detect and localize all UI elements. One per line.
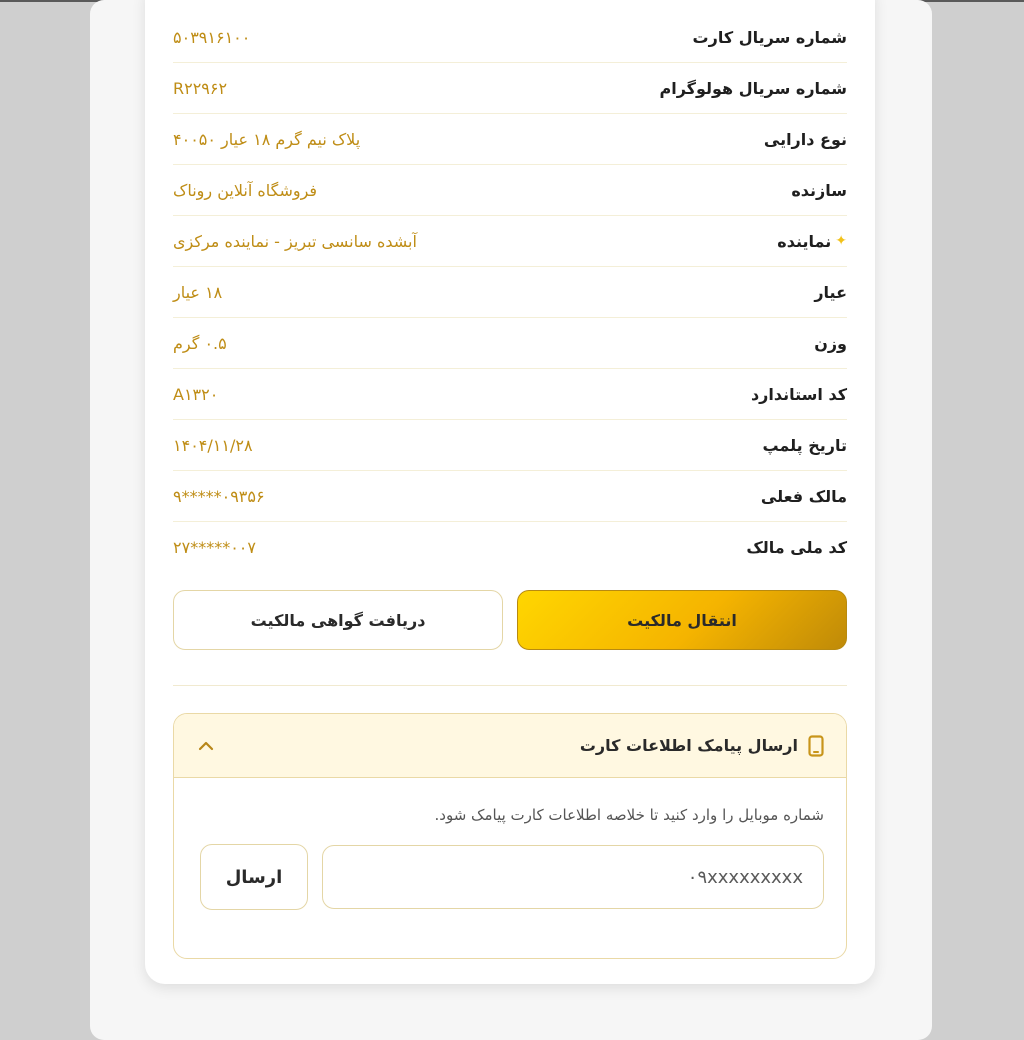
detail-row-representative (173, 216, 847, 267)
detail-label: نوع دارایی (763, 129, 847, 149)
detail-label: سازنده (791, 180, 847, 200)
detail-row-owner-national-id (173, 522, 847, 572)
divider (173, 685, 847, 686)
detail-row-standard-code (173, 369, 847, 420)
action-buttons (173, 590, 847, 652)
detail-row-card-serial (173, 12, 847, 63)
detail-value: R۲۲۹۶۲ (173, 78, 228, 98)
detail-label: شماره سریال کارت (692, 27, 847, 47)
sms-panel (173, 713, 847, 959)
detail-value: ۵۰۳۹۱۶۱۰۰ (173, 27, 251, 47)
sms-panel-header[interactable] (174, 714, 846, 778)
detail-row-weight (173, 318, 847, 369)
detail-label: مالک فعلی (760, 486, 847, 506)
detail-value: A۱۳۲۰ (173, 384, 219, 404)
detail-value: فروشگاه آنلاین روناک (173, 180, 318, 200)
detail-label: وزن (814, 333, 847, 353)
detail-label: عیار (814, 282, 847, 302)
detail-label (777, 232, 847, 251)
detail-label-text: نماینده (777, 231, 832, 251)
detail-value: ۰.۵ گرم (173, 333, 227, 353)
transfer-ownership-button[interactable]: انتقال مالکیت (517, 590, 847, 650)
detail-row-current-owner (173, 471, 847, 522)
detail-value: ۰۹۳۵۶*****۹ (173, 486, 265, 506)
detail-label: شماره سریال هولوگرام (659, 78, 847, 98)
detail-label: تاریخ پلمپ (762, 435, 847, 455)
detail-value: پلاک نیم گرم ۱۸ عیار ۴۰۰۵۰ (173, 129, 361, 149)
chevron-up-icon[interactable] (196, 736, 216, 756)
detail-value: ۱۸ عیار (173, 282, 223, 302)
detail-row-manufacturer (173, 165, 847, 216)
detail-value: آبشده سانسی تبریز - نماینده مرکزی (173, 231, 417, 251)
detail-row-karat (173, 267, 847, 318)
details-list (173, 12, 847, 572)
detail-value: ۱۴۰۴/۱۱/۲۸ (173, 435, 253, 455)
detail-row-seal-date (173, 420, 847, 471)
card-details-panel (145, 0, 875, 984)
detail-row-hologram-serial (173, 63, 847, 114)
mobile-number-input[interactable] (322, 845, 824, 909)
detail-label: کد استاندارد (750, 384, 847, 404)
detail-label: کد ملی مالک (746, 537, 847, 557)
sms-panel-title (580, 735, 824, 757)
get-certificate-button[interactable]: دریافت گواهی مالکیت (173, 590, 503, 650)
detail-row-asset-type (173, 114, 847, 165)
sparkle-icon: ✦ (835, 233, 847, 249)
send-sms-button[interactable]: ارسال (200, 844, 308, 910)
sms-description: شماره موبایل را وارد کنید تا خلاصه اطلاعات کارت پیامک شود. (434, 806, 824, 824)
mobile-phone-icon (808, 735, 824, 757)
detail-value: ۰۰۷*****۲۷ (173, 537, 256, 557)
sms-title-text: ارسال پیامک اطلاعات کارت (579, 736, 798, 755)
sms-form (174, 824, 846, 910)
